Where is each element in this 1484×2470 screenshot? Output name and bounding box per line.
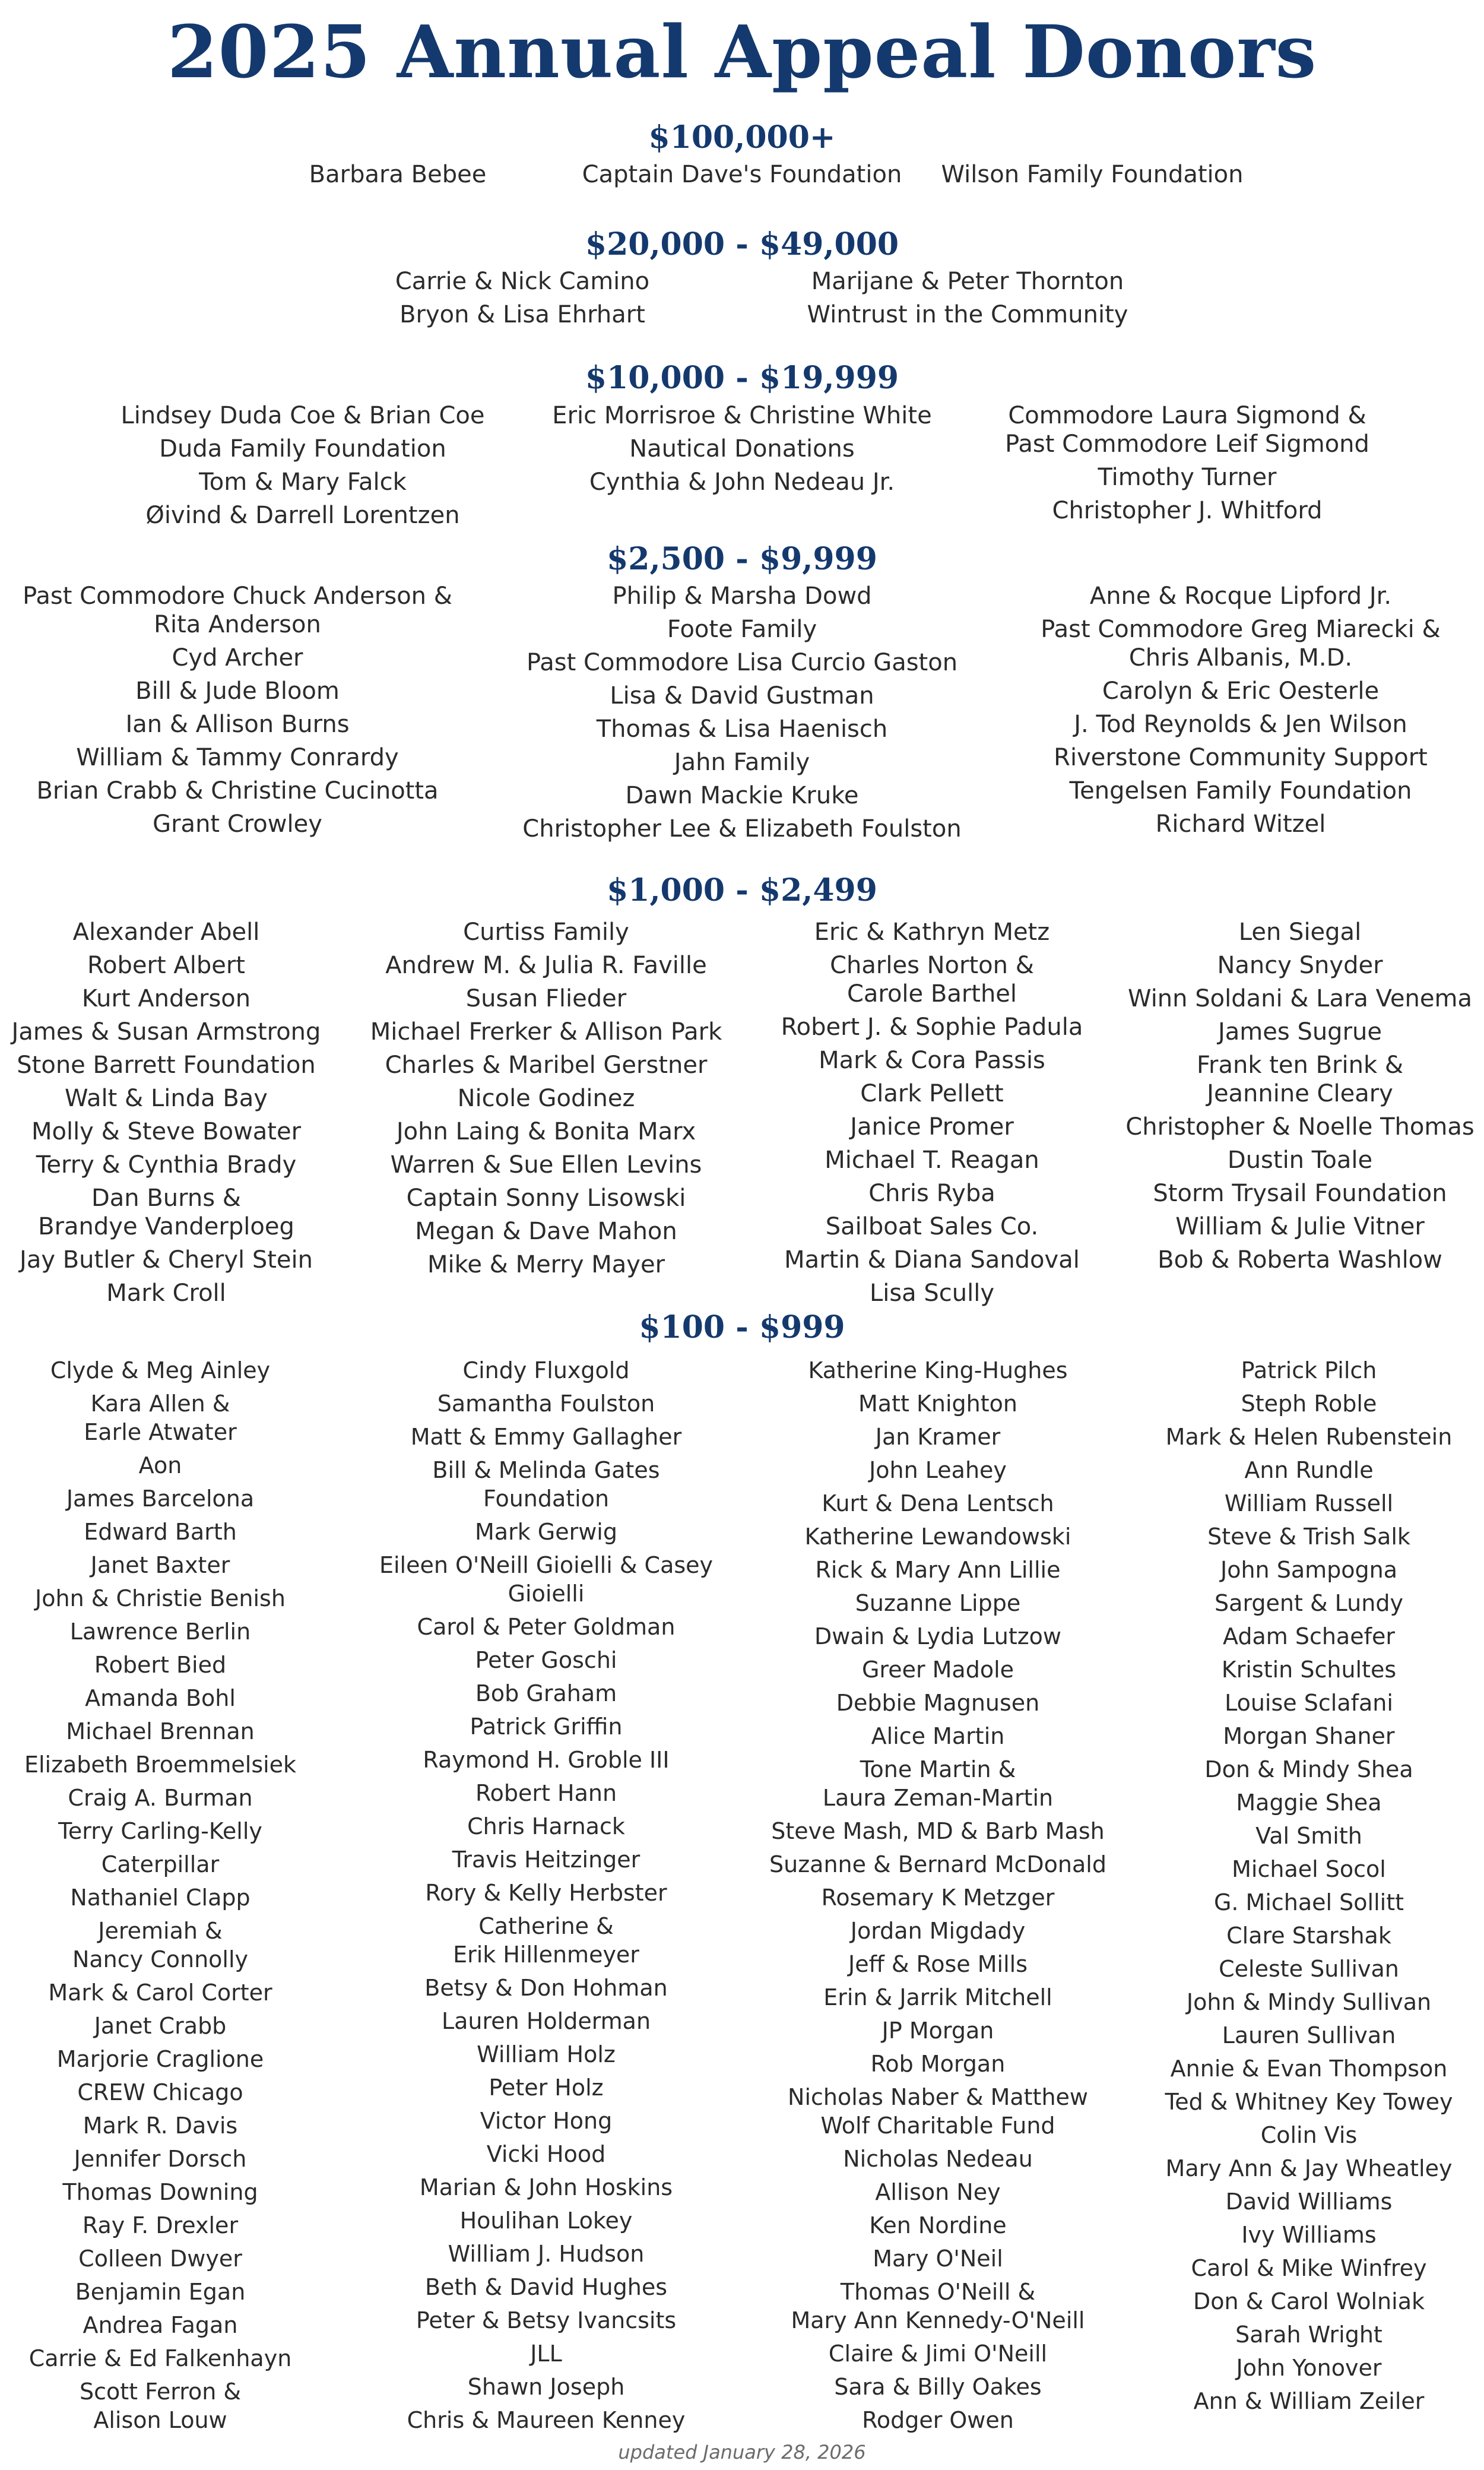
donor-name: Chris & Maureen Kenney — [407, 2407, 686, 2433]
donor-name: Michael T. Reagan — [825, 1147, 1039, 1174]
tier-100000-col-1 — [255, 160, 540, 194]
donor-name: Cyd Archer — [172, 644, 303, 672]
donor-name: Nathaniel Clapp — [70, 1885, 250, 1911]
donor-name: Steve & Trish Salk — [1207, 1524, 1410, 1550]
donor-name: Megan & Dave Mahon — [415, 1218, 677, 1245]
donor-name: Øivind & Darrell Lorentzen — [145, 502, 460, 529]
donor-name: Celeste Sullivan — [1219, 1956, 1399, 1982]
donor-name: Tom & Mary Falck — [199, 468, 407, 496]
donor-name: Bryon & Lisa Ehrhart — [399, 301, 645, 328]
donor-name: Richard Witzel — [1155, 810, 1326, 838]
donor-name: Michael Brennan — [66, 1718, 255, 1744]
donor-name: Jay Butler & Cheryl Stein — [20, 1246, 313, 1274]
donor-name: Captain Sonny Lisowski — [406, 1185, 686, 1212]
donor-name: Charles Norton & Carole Barthel — [830, 952, 1034, 1008]
donor-name: Foote Family — [667, 616, 817, 643]
donor-name: John Sampogna — [1220, 1557, 1397, 1583]
donor-name: Don & Mindy Shea — [1204, 1756, 1413, 1782]
tier-100000-col-3 — [926, 160, 1258, 194]
donor-name: Mark R. Davis — [83, 2113, 238, 2139]
donor-name: Jordan Migdady — [850, 1918, 1026, 1944]
donor-name: Rory & Kelly Herbster — [425, 1880, 667, 1906]
donor-name: Scott Ferron & Alison Louw — [79, 2379, 242, 2433]
donor-name: Storm Trysail Foundation — [1153, 1180, 1447, 1207]
donor-name: Steph Roble — [1241, 1391, 1377, 1417]
donor-name: Past Commodore Greg Miarecki & Chris Albanis, M.D. — [1041, 616, 1441, 672]
donor-name: Lisa & David Gustman — [610, 682, 874, 710]
donor-name: William Russell — [1224, 1490, 1394, 1516]
donor-name: Len Siegal — [1238, 919, 1362, 946]
donor-name: Val Smith — [1255, 1823, 1362, 1849]
donor-name: Bill & Jude Bloom — [135, 677, 340, 705]
donor-name: Captain Dave's Foundation — [582, 161, 902, 188]
updated-note: updated January 28, 2026 — [618, 2441, 866, 2463]
donor-name: Craig A. Burman — [68, 1785, 253, 1811]
donor-name: Jennifer Dorsch — [74, 2146, 247, 2172]
donor-name: Anne & Rocque Lipford Jr. — [1089, 582, 1392, 610]
donor-name: Dwain & Lydia Lutzow — [814, 1623, 1062, 1649]
donor-name: Lisa Scully — [869, 1280, 995, 1307]
donor-name: Christopher J. Whitford — [1052, 497, 1323, 524]
donor-name: Charles & Maribel Gerstner — [385, 1052, 708, 1079]
donor-name: Marijane & Peter Thornton — [811, 268, 1124, 295]
donor-name: Caterpillar — [101, 1851, 220, 1877]
donor-name: Kristin Schultes — [1221, 1657, 1397, 1683]
donor-name: Clark Pellett — [860, 1080, 1004, 1107]
donor-name: Thomas & Lisa Haenisch — [596, 715, 888, 743]
donor-name: Frank ten Brink & Jeannine Cleary — [1196, 1052, 1404, 1107]
donor-name: Nicholas Nedeau — [843, 2146, 1033, 2172]
donor-name: Alexander Abell — [72, 919, 260, 946]
donor-name: Lauren Holderman — [441, 2008, 651, 2034]
tier-100-col-1 — [0, 1356, 321, 2439]
donor-name: Marian & John Hoskins — [419, 2174, 673, 2200]
donor-name: Colleen Dwyer — [78, 2246, 242, 2272]
tier-1000-col-3 — [754, 918, 1110, 1312]
donor-name: Katherine Lewandowski — [804, 1524, 1071, 1550]
donor-name: Rob Morgan — [870, 2051, 1006, 2077]
donor-name: Rodger Owen — [862, 2407, 1014, 2433]
donor-name: Stone Barrett Foundation — [17, 1052, 316, 1079]
donor-name: Carrie & Ed Falkenhayn — [28, 2345, 292, 2371]
tier-2500-col-3 — [1009, 582, 1472, 843]
donor-name: Carrie & Nick Camino — [395, 268, 650, 295]
donor-name: Cynthia & John Nedeau Jr. — [589, 468, 895, 496]
donor-name: John Yonover — [1236, 2355, 1382, 2381]
donor-name: J. Tod Reynolds & Jen Wilson — [1074, 711, 1407, 738]
donor-name: Elizabeth Broemmelsiek — [24, 1752, 297, 1778]
donor-name: JP Morgan — [881, 2018, 994, 2044]
donor-name: Ted & Whitney Key Towey — [1165, 2089, 1453, 2115]
donor-name: Michael Frerker & Allison Park — [370, 1018, 722, 1046]
donor-name: Debbie Magnusen — [836, 1690, 1040, 1716]
donor-name: William Holz — [477, 2041, 616, 2067]
donor-name: Thomas O'Neill & Mary Ann Kennedy-O'Neill — [791, 2279, 1085, 2333]
donor-name: John & Mindy Sullivan — [1186, 1989, 1432, 2015]
donor-name: Christopher Lee & Elizabeth Foulston — [522, 815, 962, 843]
donor-name: Eileen O'Neill Gioielli & Casey Gioielli — [379, 1552, 714, 1607]
donor-name: Patrick Griffin — [470, 1714, 623, 1740]
donor-name: Bob Graham — [475, 1680, 617, 1706]
donor-name: Janet Crabb — [94, 2013, 227, 2039]
donor-name: Mark Gerwig — [475, 1519, 617, 1545]
donor-name: Cindy Fluxgold — [462, 1357, 630, 1383]
donor-name: William & Julie Vitner — [1175, 1213, 1425, 1240]
donor-name: James Sugrue — [1218, 1018, 1382, 1046]
donor-name: Ian & Allison Burns — [125, 711, 350, 738]
donor-name: Clyde & Meg Ainley — [50, 1357, 271, 1383]
donor-name: William & Tammy Conrardy — [76, 744, 399, 771]
donor-name: Don & Carol Wolniak — [1193, 2288, 1425, 2314]
donor-name: Robert Hann — [475, 1780, 617, 1806]
donor-name: Allison Ney — [875, 2179, 1001, 2205]
donor-name: Sailboat Sales Co. — [825, 1213, 1039, 1240]
donor-name: Terry & Cynthia Brady — [36, 1151, 297, 1179]
donor-name: Wintrust in the Community — [807, 301, 1128, 328]
tier-2500-col-2 — [493, 582, 991, 848]
donor-name: Samantha Foulston — [437, 1391, 655, 1417]
donor-name: Ivy Williams — [1241, 2222, 1377, 2248]
donor-name: Morgan Shaner — [1223, 1723, 1395, 1749]
donor-name: Katherine King-Hughes — [808, 1357, 1068, 1383]
donor-name: Nancy Snyder — [1217, 952, 1383, 979]
donor-name: Kara Allen & Earle Atwater — [84, 1391, 237, 1445]
donor-name: James Barcelona — [66, 1486, 255, 1512]
donor-name: John & Christie Benish — [35, 1585, 286, 1611]
donor-name: David Williams — [1225, 2189, 1393, 2215]
donor-name: Ken Nordine — [869, 2212, 1007, 2238]
tier-heading-100000: $100,000+ — [648, 119, 836, 156]
donor-name: Janice Promer — [850, 1113, 1014, 1141]
donor-name: Kurt & Dena Lentsch — [822, 1490, 1054, 1516]
tier-heading-20000: $20,000 - $49,000 — [585, 226, 899, 262]
donor-name: Martin & Diana Sandoval — [784, 1246, 1080, 1274]
tier-heading-10000: $10,000 - $19,999 — [585, 360, 899, 396]
donor-name: Wilson Family Foundation — [941, 161, 1244, 188]
donor-name: Jahn Family — [674, 749, 810, 776]
donor-name: Steve Mash, MD & Barb Mash — [771, 1818, 1105, 1844]
donor-name: Eric & Kathryn Metz — [814, 919, 1050, 946]
donor-name: William J. Hudson — [448, 2241, 645, 2267]
donor-name: Robert Albert — [87, 952, 245, 979]
donor-name: Bob & Roberta Washlow — [1158, 1246, 1442, 1274]
donor-name: Sara & Billy Oakes — [834, 2374, 1042, 2400]
donor-name: Peter Goschi — [475, 1647, 617, 1673]
donor-name: Greer Madole — [861, 1657, 1014, 1683]
donor-name: Jeff & Rose Mills — [848, 1951, 1028, 1977]
donor-name: James & Susan Armstrong — [11, 1018, 321, 1046]
tier-20000-col-1 — [332, 267, 712, 334]
tier-2500-col-1 — [6, 582, 469, 843]
donor-name: Houlihan Lokey — [459, 2208, 633, 2234]
donor-name: Molly & Steve Bowater — [31, 1118, 302, 1145]
donor-name: Dan Burns & Brandye Vanderploeg — [38, 1185, 294, 1240]
donor-name: Michael Socol — [1232, 1856, 1386, 1882]
donor-name: Beth & David Hughes — [424, 2274, 668, 2300]
donor-name: Clare Starshak — [1226, 1923, 1391, 1949]
donor-name: Mark & Cora Passis — [819, 1047, 1045, 1074]
donor-name: Christopher & Noelle Thomas — [1125, 1113, 1475, 1141]
donor-name: Mark Croll — [106, 1280, 226, 1307]
donor-name: Betsy & Don Hohman — [424, 1975, 668, 2001]
donor-name: Mary O'Neil — [873, 2246, 1003, 2272]
donor-name: Susan Flieder — [465, 985, 627, 1012]
donor-name: Adam Schaefer — [1223, 1623, 1395, 1649]
donor-name: Grant Crowley — [153, 810, 322, 838]
donor-name: Commodore Laura Sigmond & Past Commodore Leif Sigmond — [1005, 402, 1369, 458]
donor-name: Mark & Carol Corter — [48, 1980, 272, 2006]
donor-name: Kurt Anderson — [81, 985, 251, 1012]
donor-name: Annie & Evan Thompson — [1170, 2056, 1448, 2082]
donor-name: Amanda Bohl — [85, 1685, 236, 1711]
donor-name: Lauren Sullivan — [1222, 2022, 1396, 2048]
donor-name: Nicole Godinez — [457, 1085, 635, 1112]
donor-name: Matt & Emmy Gallagher — [410, 1424, 682, 1450]
donor-name: Robert Bied — [94, 1652, 227, 1678]
donor-name: Raymond H. Groble III — [423, 1747, 670, 1773]
donor-name: Past Commodore Chuck Anderson & Rita Anderson — [23, 582, 452, 638]
donor-name: Tone Martin & Laura Zeman-Martin — [822, 1756, 1054, 1811]
donor-name: Louise Sclafani — [1225, 1690, 1393, 1716]
donor-name: John Laing & Bonita Marx — [396, 1118, 696, 1145]
donor-name: Andrea Fagan — [83, 2312, 238, 2338]
donor-name: Benjamin Egan — [75, 2279, 246, 2305]
donor-name: Rick & Mary Ann Lillie — [815, 1557, 1061, 1583]
tier-10000-col-1 — [89, 401, 516, 534]
donor-name: Marjorie Craglione — [56, 2046, 264, 2072]
tier-100000-col-2 — [564, 160, 920, 194]
donor-name: Matt Knighton — [858, 1391, 1017, 1417]
donor-name: Duda Family Foundation — [159, 435, 446, 463]
page-title: 2025 Annual Appeal Donors — [167, 9, 1317, 94]
tier-10000-col-3 — [968, 401, 1407, 530]
donor-name: Tengelsen Family Foundation — [1069, 777, 1412, 805]
donor-name: Carolyn & Eric Oesterle — [1102, 677, 1380, 705]
tier-100-col-4 — [1134, 1356, 1484, 2420]
donor-name: Vicki Hood — [486, 2141, 606, 2167]
donor-name: Ray F. Drexler — [82, 2212, 239, 2238]
donor-name: Suzanne & Bernard McDonald — [769, 1851, 1106, 1877]
donor-name: Carol & Mike Winfrey — [1191, 2255, 1427, 2281]
donor-name: JLL — [530, 2341, 562, 2367]
donor-name: Curtiss Family — [463, 919, 629, 946]
donor-name: Ann & William Zeiler — [1193, 2388, 1425, 2414]
donor-name: Catherine & Erik Hillenmeyer — [453, 1913, 639, 1968]
donor-name: Travis Heitzinger — [452, 1847, 640, 1873]
donor-name: Past Commodore Lisa Curcio Gaston — [526, 649, 958, 676]
tier-20000-col-2 — [772, 267, 1163, 334]
donor-name: Edward Barth — [84, 1519, 237, 1545]
donor-name: Timothy Turner — [1098, 464, 1277, 491]
donor-name: Janet Baxter — [90, 1552, 230, 1578]
donor-name: Lawrence Berlin — [69, 1619, 251, 1645]
donor-name: Jan Kramer — [875, 1424, 1001, 1450]
tier-1000-col-1 — [0, 918, 332, 1312]
tier-100-col-2 — [344, 1356, 748, 2439]
donor-name: Nicholas Naber & Matthew Wolf Charitable Fund — [788, 2084, 1088, 2139]
donor-name: Shawn Joseph — [467, 2374, 625, 2400]
donor-name: Eric Morrisroe & Christine White — [552, 402, 932, 429]
donor-name: Terry Carling-Kelly — [58, 1818, 262, 1844]
donor-name: Peter & Betsy Ivancsits — [416, 2307, 677, 2333]
donor-name: Walt & Linda Bay — [65, 1085, 268, 1112]
donor-name: Philip & Marsha Dowd — [612, 582, 872, 610]
donor-name: Jeremiah & Nancy Connolly — [72, 1918, 249, 1972]
donor-name: Dawn Mackie Kruke — [625, 782, 859, 809]
donor-name: Chris Ryba — [868, 1180, 995, 1207]
donor-name: Lindsey Duda Coe & Brian Coe — [121, 402, 485, 429]
donor-name: Carol & Peter Goldman — [417, 1614, 676, 1640]
donor-name: Rosemary K Metzger — [821, 1885, 1055, 1911]
donor-name: Mary Ann & Jay Wheatley — [1165, 2155, 1453, 2181]
tier-heading-2500: $2,500 - $9,999 — [607, 541, 877, 577]
donor-name: Colin Vis — [1260, 2122, 1358, 2148]
donor-name: Robert J. & Sophie Padula — [781, 1014, 1083, 1041]
donor-name: Sargent & Lundy — [1215, 1590, 1403, 1616]
donor-name: Bill & Melinda Gates Foundation — [432, 1457, 660, 1512]
donor-name: Dustin Toale — [1227, 1147, 1373, 1174]
donor-name: Nautical Donations — [629, 435, 855, 463]
donor-name: G. Michael Sollitt — [1213, 1889, 1404, 1915]
donor-name: Barbara Bebee — [309, 161, 487, 188]
donor-name: Mike & Merry Mayer — [427, 1251, 665, 1278]
donor-name: Suzanne Lippe — [855, 1590, 1021, 1616]
donor-name: Riverstone Community Support — [1054, 744, 1428, 771]
donor-name: Erin & Jarrik Mitchell — [823, 1984, 1052, 2010]
donor-name: Mark & Helen Rubenstein — [1165, 1424, 1453, 1450]
donor-name: Alice Martin — [871, 1723, 1005, 1749]
tier-heading-1000: $1,000 - $2,499 — [607, 872, 877, 908]
donor-name: Peter Holz — [489, 2075, 604, 2101]
tier-heading-100: $100 - $999 — [639, 1309, 845, 1345]
donor-name: Victor Hong — [480, 2108, 613, 2134]
donor-name: Claire & Jimi O'Neill — [828, 2341, 1048, 2367]
donor-name: Brian Crabb & Christine Cucinotta — [36, 777, 439, 805]
tier-1000-col-2 — [344, 918, 748, 1284]
donor-name: Sarah Wright — [1235, 2322, 1382, 2348]
donor-name: Chris Harnack — [467, 1813, 625, 1839]
donor-name: Winn Soldani & Lara Venema — [1128, 985, 1472, 1012]
donor-name: Aon — [138, 1452, 182, 1478]
tier-1000-col-4 — [1116, 918, 1484, 1279]
donor-name: Ann Rundle — [1244, 1457, 1374, 1483]
tier-100-col-3 — [754, 1356, 1122, 2439]
donor-name: Andrew M. & Julia R. Faville — [385, 952, 707, 979]
donor-name: John Leahey — [869, 1457, 1007, 1483]
donor-name: Thomas Downing — [62, 2179, 258, 2205]
donor-name: Maggie Shea — [1236, 1790, 1382, 1816]
donor-name: Patrick Pilch — [1241, 1357, 1377, 1383]
tier-10000-col-2 — [522, 401, 962, 501]
donor-name: CREW Chicago — [77, 2079, 243, 2105]
donor-name: Warren & Sue Ellen Levins — [390, 1151, 702, 1179]
